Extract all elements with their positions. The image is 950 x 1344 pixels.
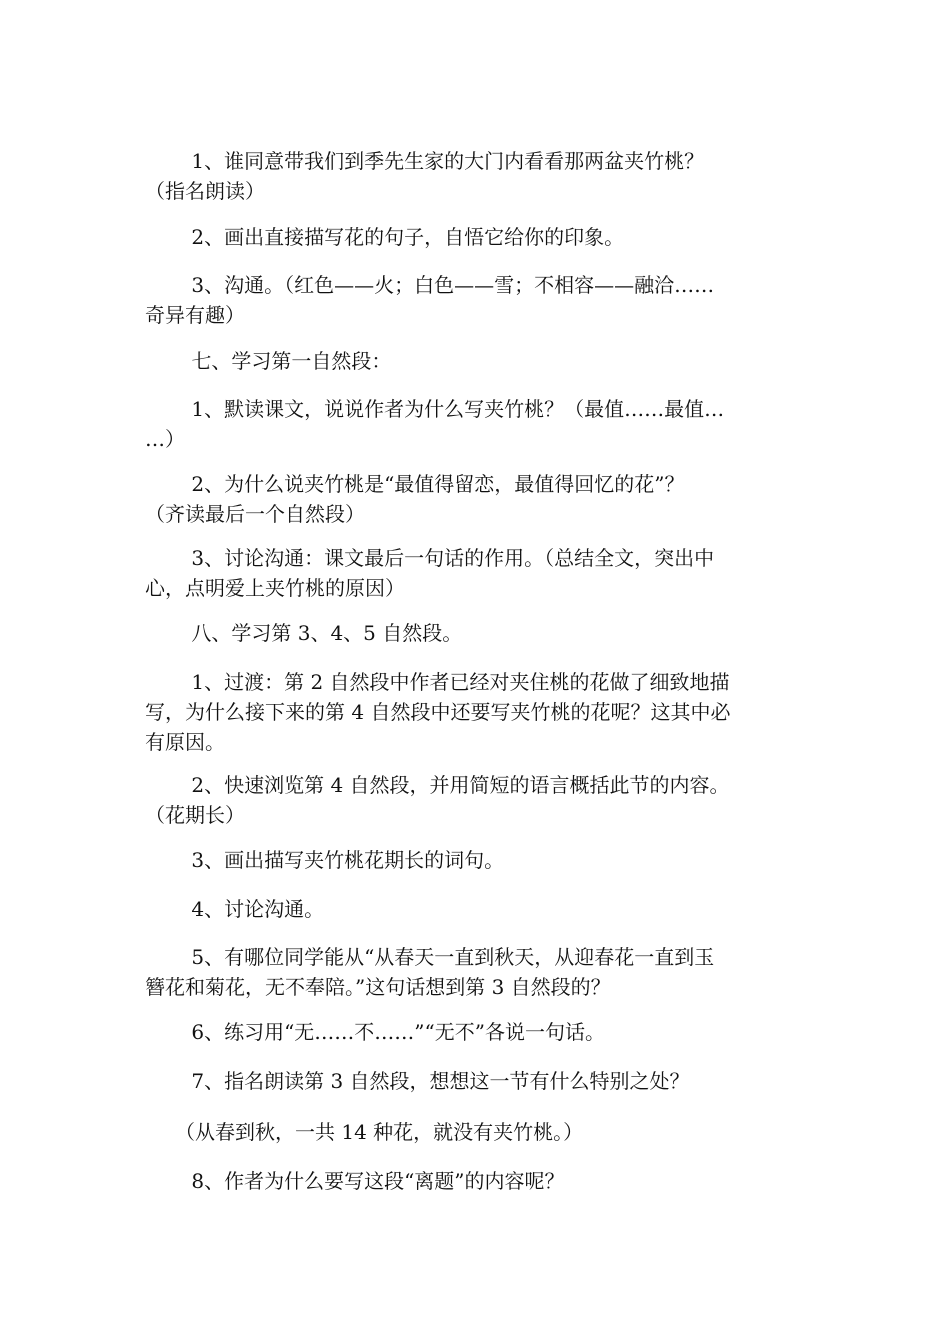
text-line: 3、讨论沟通：课文最后一句话的作用。（总结全文，突出中 [145, 546, 715, 570]
text-line: 写，为什么接下来的第 4 自然段中还要写夹竹桃的花呢？这其中必 [145, 700, 731, 724]
text-line: （从春到秋，一共 14 种花，就没有夹竹桃。） [145, 1120, 584, 1144]
paragraph-5 [145, 394, 810, 454]
paragraph-7 [145, 543, 810, 603]
text-line: 1、过渡：第 2 自然段中作者已经对夹住桃的花做了细致地描 [145, 670, 730, 694]
text-line: 2、为什么说夹竹桃是“最值得留恋，最值得回忆的花”？ [145, 472, 685, 496]
text-line: 奇异有趣） [145, 303, 245, 327]
paragraph-9 [145, 667, 810, 757]
paragraph-6 [145, 469, 810, 529]
text-line: 1、默读课文，说说作者为什么写夹竹桃？（最值……最值… [145, 397, 725, 421]
text-line: 5、有哪位同学能从“从春天一直到秋天，从迎春花一直到玉 [145, 945, 715, 969]
paragraph-11 [145, 845, 810, 875]
section-heading: 八、学习第 3、4、5 自然段。 [145, 621, 463, 645]
text-line: 3、沟通。（红色——火；白色——雪；不相容——融洽…… [145, 273, 715, 297]
text-line: 6、练习用“无……不……”“无不”各说一句话。 [145, 1020, 605, 1044]
text-line: 1、谁同意带我们到季先生家的大门内看看那两盆夹竹桃？ [145, 149, 705, 173]
paragraph-2 [145, 222, 810, 252]
text-line: （花期长） [145, 803, 245, 827]
paragraph-1 [145, 146, 810, 206]
text-line: …） [145, 427, 185, 451]
text-line: （齐读最后一个自然段） [145, 502, 365, 526]
text-line: 2、快速浏览第 4 自然段，并用简短的语言概括此节的内容。 [145, 773, 730, 797]
paragraph-8 [145, 618, 810, 648]
section-heading: 七、学习第一自然段： [145, 349, 392, 373]
paragraph-17 [145, 1166, 810, 1196]
paragraph-15 [145, 1066, 810, 1096]
text-line: 簪花和菊花，无不奉陪。”这句话想到第 3 自然段的？ [145, 975, 611, 999]
paragraph-3 [145, 270, 810, 330]
paragraph-13 [145, 942, 810, 1002]
paragraph-14 [145, 1017, 810, 1047]
text-line: 心，点明爱上夹竹桃的原因） [145, 576, 405, 600]
text-line: （指名朗读） [145, 179, 265, 203]
paragraph-4 [145, 346, 810, 376]
paragraph-12 [145, 894, 810, 924]
text-line: 2、画出直接描写花的句子，自悟它给你的印象。 [145, 225, 625, 249]
paragraph-10 [145, 770, 810, 830]
text-line: 4、讨论沟通。 [145, 897, 325, 921]
text-line: 有原因。 [145, 730, 225, 754]
text-line: 3、画出描写夹竹桃花期长的词句。 [145, 848, 505, 872]
text-line: 8、作者为什么要写这段“离题”的内容呢？ [145, 1169, 565, 1193]
paragraph-16 [145, 1117, 810, 1147]
text-line: 7、指名朗读第 3 自然段，想想这一节有什么特别之处？ [145, 1069, 690, 1093]
